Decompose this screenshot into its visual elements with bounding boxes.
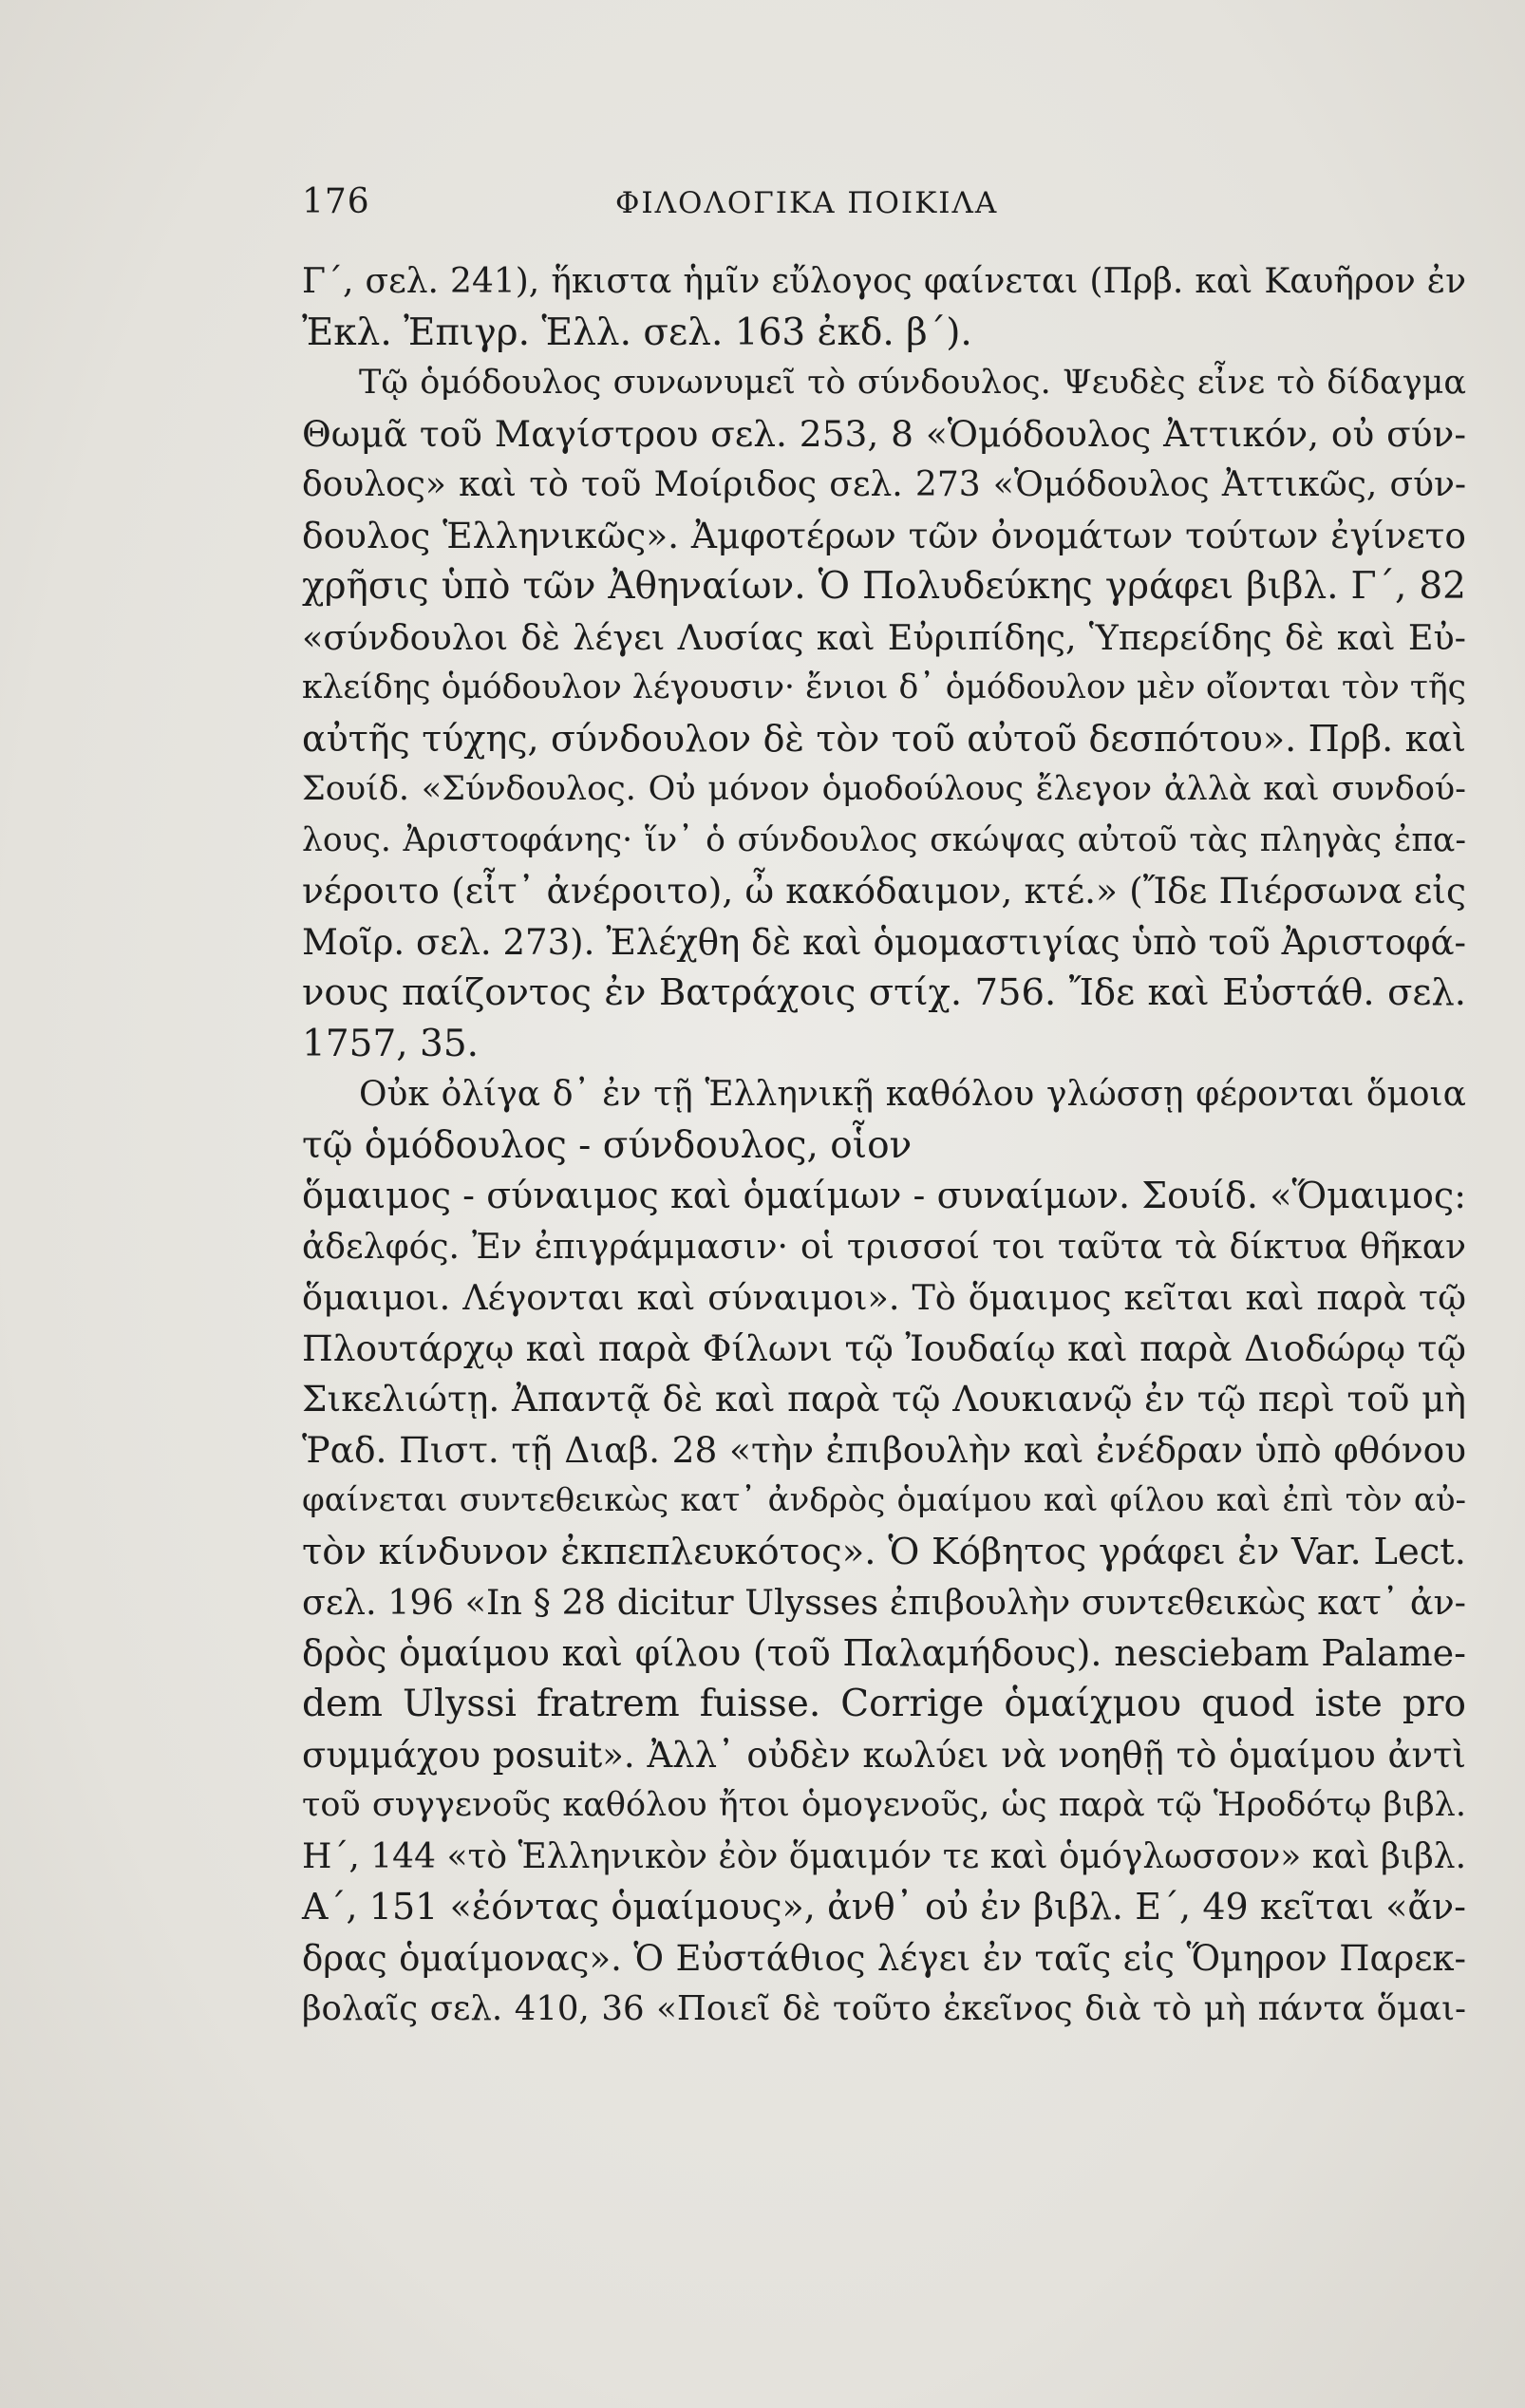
text-line: Τῷ ὁμόδουλος συνωνυμεῖ τὸ σύνδουλος. Ψευδὲς εἶνε τὸ δίδαγμα: [359, 364, 1466, 402]
text-line: δρὸς ὁμαίμου καὶ φίλου (τοῦ Παλαμήδους). nesciebam Palame-: [302, 1631, 1466, 1674]
text-line: dem Ulyssi fratrem fuisse. Corrige ὁμαίχμου quod iste pro: [302, 1683, 1466, 1725]
body-text: [302, 256, 1466, 2085]
text-line: Σικελιώτῃ. Ἀπαντᾷ δὲ καὶ παρὰ τῷ Λουκιανῷ ἐν τῷ περὶ τοῦ μὴ: [302, 1378, 1466, 1420]
text-line: 1757, 35.: [302, 1022, 480, 1065]
text-line: Σουίδ. «Σύνδουλος. Οὐ μόνον ὁμοδούλους ἔλεγον ἀλλὰ καὶ συνδού-: [302, 770, 1466, 808]
text-line: Α΄, 151 «ἐόντας ὁμαίμους», ἀνθ᾽ οὐ ἐν βιβλ. Ε΄, 49 κεῖται «ἄν-: [302, 1886, 1466, 1928]
text-line: χρῆσις ὑπὸ τῶν Ἀθηναίων. Ὁ Πολυδεύκης γράφει βιβλ. Γ΄, 82: [302, 565, 1466, 608]
text-line: Ἐκλ. Ἐπιγρ. Ἑλλ. σελ. 163 ἐκδ. β΄).: [302, 310, 972, 354]
text-line: ὅμαιμοι. Λέγονται καὶ σύναιμοι». Τὸ ὅμαιμος κεῖται καὶ παρὰ τῷ: [302, 1277, 1466, 1318]
text-line: [302, 2035, 1466, 2086]
text-line: νους παίζοντος ἐν Βατράχοις στίχ. 756. Ἴδε καὶ Εὐστάθ. σελ.: [302, 971, 1466, 1014]
text-line: δουλος» καὶ τὸ τοῦ Μοίριδος σελ. 273 «Ὁμόδουλος Ἀττικῶς, σύν-: [302, 465, 1466, 504]
text-line: «σύνδουλοι δὲ λέγει Λυσίας καὶ Εὐριπίδης, Ὑπερείδης δὲ καὶ Εὐ-: [302, 616, 1466, 658]
text-line: Θωμᾶ τοῦ Μαγίστρου σελ. 253, 8 «Ὁμόδουλος Ἀττικόν, οὐ σύν-: [302, 412, 1466, 455]
text-line: νέροιτο (εἶτ᾽ ἀνέροιτο), ὦ κακόδαιμον, κτέ.» (Ἴδε Πιέρσωνα εἰς: [302, 870, 1466, 912]
text-line: Η΄, 144 «τὸ Ἑλληνικὸν ἐὸν ὅμαιμόν τε καὶ ὁμόγλωσσον» καὶ βιβλ.: [302, 1836, 1467, 1876]
page-number: 176: [302, 182, 370, 221]
page-header: [302, 182, 1252, 224]
text-line: λους. Ἀριστοφάνης· ἵν᾽ ὁ σύνδουλος σκώψας αὐτοῦ τὰς πληγὰς ἐπα-: [302, 820, 1466, 859]
text-line: δρας ὁμαίμονας». Ὁ Εὐστάθιος λέγει ἐν ταῖς εἰς Ὅμηρον Παρεκ-: [302, 1937, 1466, 1979]
text-line: σελ. 196 «In § 28 dicitur Ulysses ἐπιβουλὴν συντεθεικὼς κατ᾽ ἀν-: [302, 1582, 1466, 1623]
text-line: τοῦ συγγενοῦς καθόλου ἤτοι ὁμογενοῦς, ὡς παρὰ τῷ Ἡροδότῳ βιβλ.: [302, 1786, 1466, 1824]
running-title: ΦΙΛΟΛΟΓΙΚΑ ΠΟΙΚΙΛΑ: [615, 186, 999, 220]
text-line: συμμάχου posuit». Ἀλλ᾽ οὐδὲν κωλύει νὰ νοηθῇ τὸ ὁμαίμου ἀντὶ: [302, 1734, 1466, 1776]
text-line: αὐτῆς τύχης, σύνδουλον δὲ τὸν τοῦ αὐτοῦ δεσπότου». Πρβ. καὶ: [302, 717, 1466, 760]
text-line: ἀδελφός. Ἐν ἐπιγράμμασιν· οἱ τρισσοί τοι ταῦτα τὰ δίκτυα θῆκαν: [302, 1227, 1466, 1267]
text-line: βολαῖς σελ. 410, 36 «Ποιεῖ δὲ τοῦτο ἐκεῖνος διὰ τὸ μὴ πάντα ὅμαι-: [302, 1989, 1466, 2028]
text-line: τῷ ὁμόδουλος - σύνδουλος, οἷον: [302, 1123, 913, 1167]
text-line: Μοῖρ. σελ. 273). Ἐλέχθη δὲ καὶ ὁμομαστιγίας ὑπὸ τοῦ Ἀριστοφά-: [302, 921, 1466, 963]
text-line: Γ΄, σελ. 241), ἥκιστα ἡμῖν εὔλογος φαίνεται (Πρβ. καὶ Καυῆρον ἐν: [302, 262, 1466, 301]
text-line: κλείδης ὁμόδουλον λέγουσιν· ἔνιοι δ᾽ ὁμόδουλον μὲν οἴονται τὸν τῆς: [302, 668, 1466, 706]
text-line: φαίνεται συντεθεικὼς κατ᾽ ἀνδρὸς ὁμαίμου καὶ φίλου καὶ ἐπὶ τὸν αὐ-: [302, 1481, 1466, 1519]
text-line: Πλουτάρχῳ καὶ παρὰ Φίλωνι τῷ Ἰουδαίῳ καὶ παρὰ Διοδώρῳ τῷ: [302, 1326, 1466, 1369]
text-line: τὸν κίνδυνον ἐκπεπλευκότος». Ὁ Κόβητος γράφει ἐν Var. Lect.: [302, 1530, 1466, 1573]
text-line: ὅμαιμος - σύναιμος καὶ ὁμαίμων - συναίμων. Σουίδ. «Ὅμαιμος:: [302, 1175, 1466, 1216]
text-line: δουλος Ἑλληνικῶς». Ἀμφοτέρων τῶν ὀνομάτων τούτων ἐγίνετο: [302, 514, 1466, 556]
text-line: Ῥαδ. Πιστ. τῇ Διαβ. 28 «τὴν ἐπιβουλὴν καὶ ἐνέδραν ὑπὸ φθόνου: [302, 1428, 1466, 1471]
text-line: Οὐκ ὀλίγα δ᾽ ἐν τῇ Ἑλληνικῇ καθόλου γλώσσῃ φέρονται ὅμοια: [359, 1075, 1466, 1114]
